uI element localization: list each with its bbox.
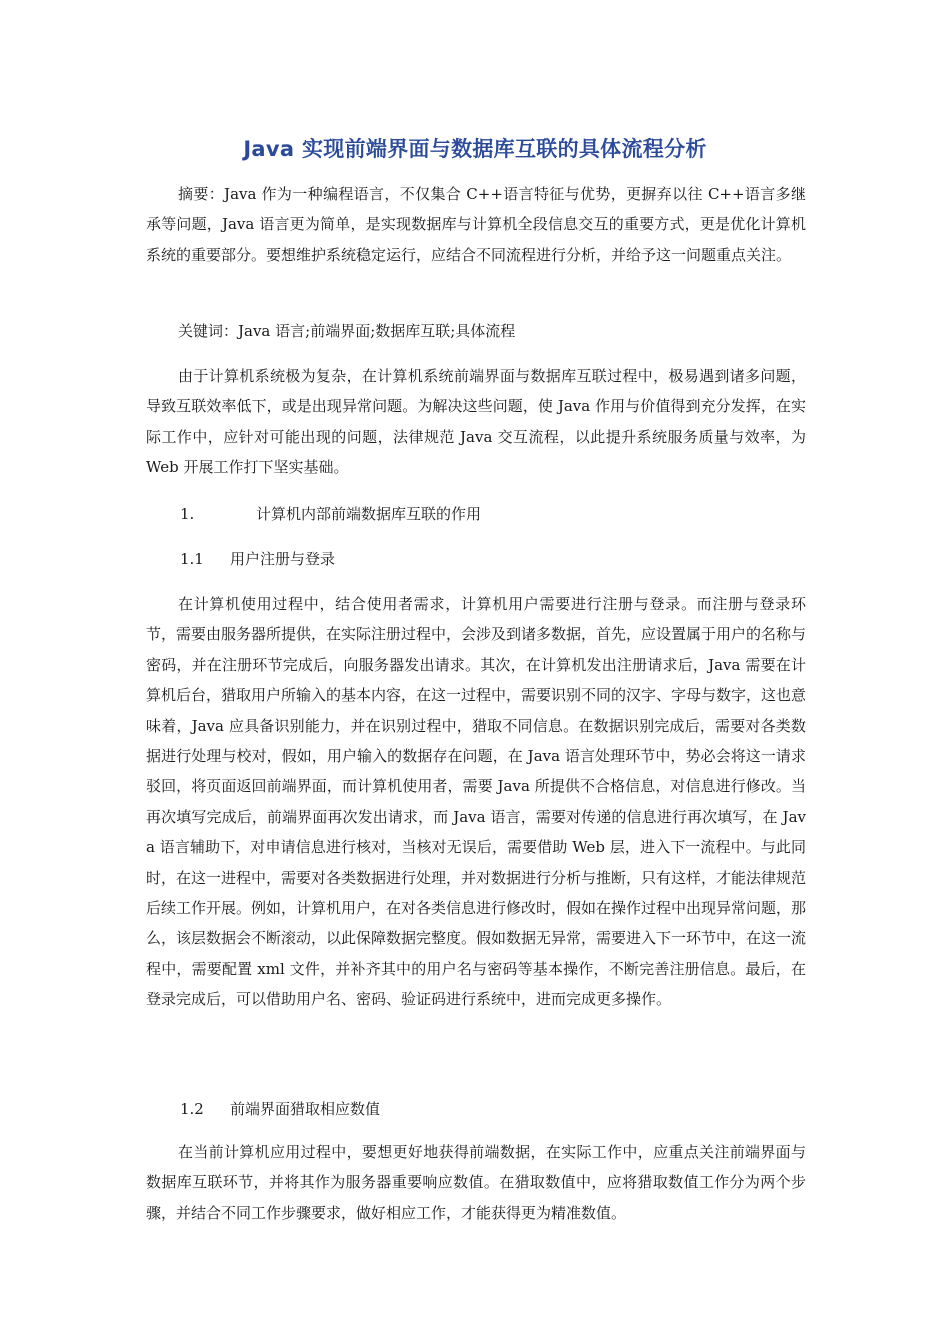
- keywords-paragraph: 关键词：Java 语言;前端界面;数据库互联;具体流程: [178, 322, 516, 340]
- section-number: 1.1: [180, 550, 204, 568]
- section-number: 1.2: [180, 1100, 204, 1118]
- section-heading-1: [180, 499, 481, 529]
- intro-paragraph: 由于计算机系统极为复杂，在计算机系统前端界面与数据库互联过程中，极易遇到诸多问题，导致互联效率低下，或是出现异常问题。为解决这些问题，使 Java 作用与价值得到充分发挥，在实际工作中，应针对可能出现的问题，法律规范 Java 交互流程，以此提升系统服务质量与效率，为 Web 开展工作打下坚实基础。: [146, 367, 806, 477]
- section-title: 用户注册与登录: [230, 550, 336, 568]
- document-title: Java 实现前端界面与数据库互联的具体流程分析: [243, 137, 707, 161]
- section-number: 1.: [180, 505, 195, 523]
- body-paragraph-1-2: 在当前计算机应用过程中，要想更好地获得前端数据，在实际工作中，应重点关注前端界面与数据库互联环节，并将其作为服务器重要响应数值。在猎取数值中，应将猎取数值工作分为两个步骤，并结合不同工作步骤要求，做好相应工作，才能获得更为精准数值。: [146, 1143, 806, 1222]
- section-title: 前端界面猎取相应数值: [230, 1100, 381, 1118]
- section-title: 计算机内部前端数据库互联的作用: [256, 505, 482, 523]
- abstract-paragraph: 摘要：Java 作为一种编程语言，不仅集合 C++语言特征与优势，更摒弃以往 C++语言多继承等问题，Java 语言更为简单，是实现数据库与计算机全段信息交互的重要方式，更是优化计算机系统的重要部分。要想维护系统稳定运行，应结合不同流程进行分析，并给予这一问题重点关注。: [146, 185, 806, 264]
- section-heading-1-1: [180, 544, 335, 574]
- body-paragraph-1-1: 在计算机使用过程中，结合使用者需求，计算机用户需要进行注册与登录。而注册与登录环节，需要由服务器所提供，在实际注册过程中，会涉及到诸多数据，首先，应设置属于用户的名称与密码，并在注册环节完成后，向服务器发出请求。其次，在计算机发出注册请求后，Java 需要在计算机后台，猎取用户所输入的基本内容，在这一过程中，需要识别不同的汉字、字母与数字，这也意味着，Java 应具备识别能力，并在识别过程中，猎取不同信息。在数据识别完成后，需要对各类数据进行处理与校对，假如，用户输入的数据存在问题，在 Java 语言处理环节中，势必会将这一请求驳回，将页面返回前端界面，而计算机使用者，需要 Java 所提供不合格信息，对信息进行修改。当再次填写完成后，前端界面再次发出请求，而 Java 语言，需要对传递的信息进行再次填写，在 Java 语言辅助下，对申请信息进行核对，当核对无误后，需要借助 Web 层，进入下一流程中。与此同时，在这一进程中，需要对各类数据进行处理，并对数据进行分析与推断，只有这样，才能法律规范后续工作开展。例如，计算机用户，在对各类信息进行修改时，假如在操作过程中出现异常问题，那么，该层数据会不断滚动，以此保障数据完整度。假如数据无异常，需要进入下一环节中，在这一流程中，需要配置 xml 文件，并补齐其中的用户名与密码等基本操作，不断完善注册信息。最后，在登录完成后，可以借助用户名、密码、验证码进行系统中，进而完成更多操作。: [146, 595, 807, 1009]
- section-heading-1-2: [180, 1094, 380, 1124]
